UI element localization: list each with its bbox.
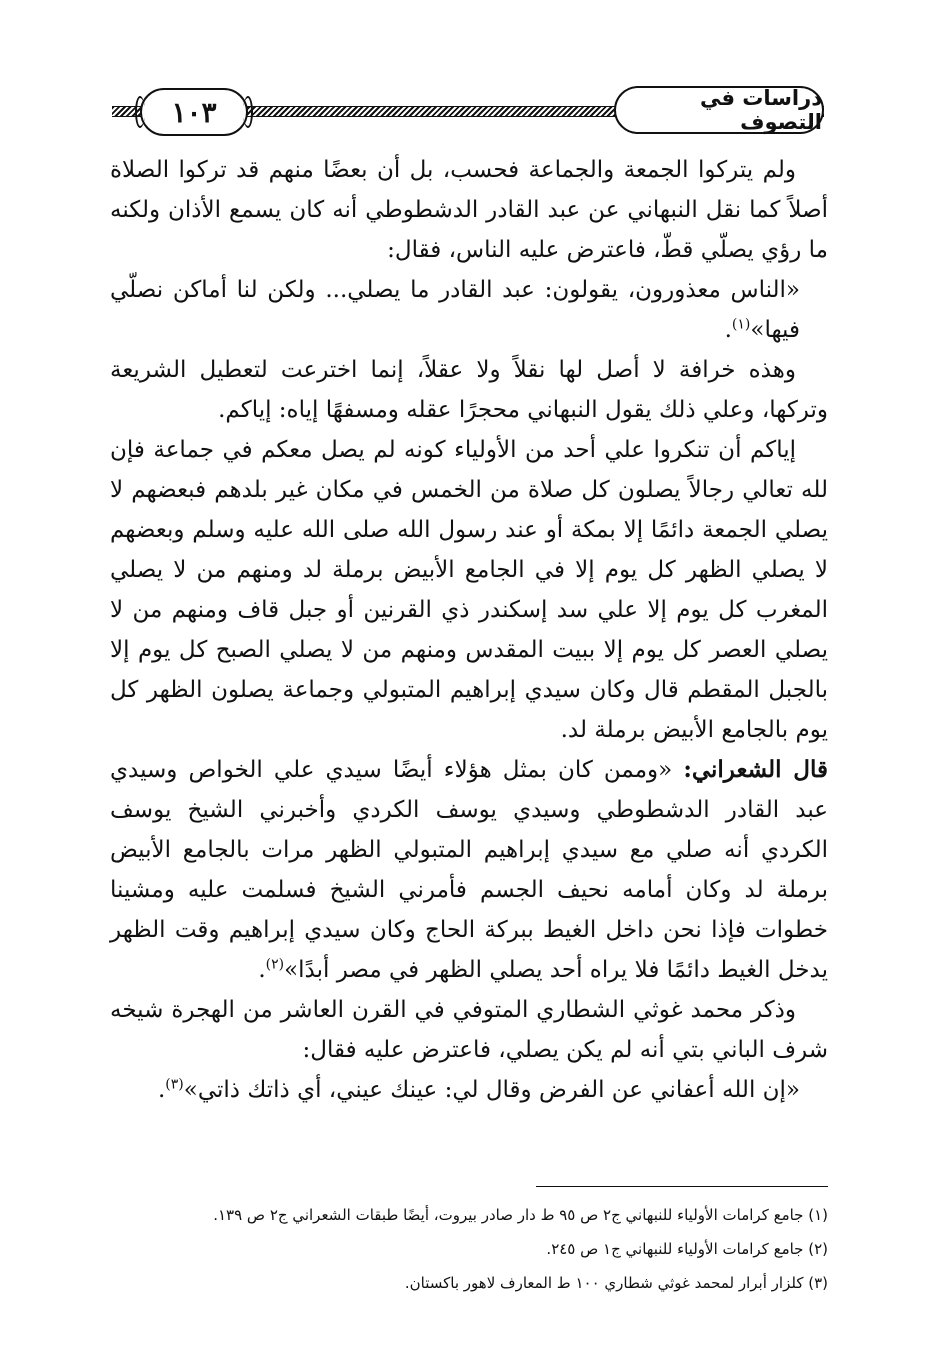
footnote-ref-3: (٣) — [165, 1076, 184, 1093]
paragraph-4: قال الشعراني: «وممن كان بمثل هؤلاء أيضًا سيدي علي الخواص وسيدي عبد القادر الدشطوطي وسيدي يوسف الكردي وأخبرني الشيخ يوسف الكردي أنه صلي مع سيدي إبراهيم المتبولي الظهر مرات بالجامع الأبيض برملة لد وكان أمامه نحيف الجسم فأمرني الشيخ فسلمت عليه ومشينا خطوات فإذا نحن داخل الغيط ببركة الحاج وكان سيدي إبراهيم وقت الظهر يدخل الغيط دائمًا فلا يراه أحد يصلي الظهر في مصر أبدًا»$^{(٢)}$. — [110, 756, 828, 983]
page-header — [112, 78, 824, 142]
paragraph-4-text: «وممن كان بمثل هؤلاء أيضًا سيدي علي الخواص وسيدي عبد القادر الدشطوطي وسيدي يوسف الكردي وأخبرني الشيخ يوسف الكردي أنه صلي مع سيدي إبراهيم المتبولي الظهر مرات بالجامع الأبيض برملة لد وكان أمامه نحيف الجسم فأمرني الشيخ فسلمت عليه ومشينا خطوات فإذا نحن داخل الغيط ببركة الحاج وكان سيدي إبراهيم وقت الظهر يدخل الغيط دائمًا فلا يراه أحد يصلي الظهر في مصر أبدًا» — [110, 757, 828, 983]
quote-1: «الناس معذورون، يقولون: عبد القادر ما يصلي... ولكن لنا أماكن نصلّي فيها»$^{(١)}$. — [110, 277, 801, 343]
paragraph-4-lead: قال الشعراني: — [683, 756, 828, 783]
main-text — [110, 150, 828, 1110]
footnote-1: (١) جامع كرامات الأولياء للنبهاني ج٢ ص ٩٥ ط دار صادر بيروت، أيضًا طبقات الشعراني ج٢ ص ١٣٩. — [213, 1206, 828, 1224]
quote-1-text: «الناس معذورون، يقولون: عبد القادر ما يصلي... ولكن لنا أماكن نصلّي فيها» — [110, 277, 801, 343]
quote-2-text: «إن الله أعفاني عن الفرض وقال لي: عينك عيني، أي ذاتك ذاتي» — [183, 1077, 800, 1103]
paragraph-1: ولم يتركوا الجمعة والجماعة فحسب، بل أن بعضًا منهم قد تركوا الصلاة أصلاً كما نقل النبهاني عن عبد القادر الدشطوطي أنه كان يسمع الأذان ولكنه ما رؤي يصلّي قطّ، فاعترض عليه الناس، فقال: — [110, 157, 828, 263]
quote-2: «إن الله أعفاني عن الفرض وقال لي: عينك عيني، أي ذاتك ذاتي»$^{(٣)}$. — [157, 1076, 800, 1103]
footnote-separator — [536, 1186, 828, 1187]
footnote-ref-2: (٢) — [265, 956, 285, 973]
footnote-2: (٢) جامع كرامات الأولياء للنبهاني ج١ ص ٢٤٥. — [546, 1240, 828, 1258]
paragraph-5: وذكر محمد غوثي الشطاري المتوفي في القرن العاشر من الهجرة شيخه شرف الباني بتي أنه لم يكن يصلي، فاعترض عليه فقال: — [110, 997, 828, 1063]
footnote-3: (٣) كلزار أبرار لمحمد غوثي شطاري ١٠٠ ط المعارف لاهور باكستان. — [404, 1274, 828, 1292]
paragraph-2: وهذه خرافة لا أصل لها نقلاً ولا عقلاً، إنما اخترعت لتعطيل الشريعة وتركها، وعلي ذلك يقول النبهاني محجرًا عقله ومسفهًا إياه: إياكم. — [110, 357, 828, 423]
running-title: دراسات في التصوف — [614, 86, 824, 134]
footnote-ref-1: (١) — [731, 316, 751, 333]
footnotes — [110, 1198, 828, 1300]
paragraph-3: إياكم أن تنكروا علي أحد من الأولياء كونه لم يصل معكم في جماعة فإن لله تعالي رجالاً يصلون كل صلاة من الخمس في مكان غير بلدهم فبعضهم لا يصلي الجمعة دائمًا إلا بمكة أو عند رسول الله صلى الله عليه وسلم وبعضهم لا يصلي الظهر كل يوم إلا في الجامع الأبيض برملة لد ومنهم من لا يصلي المغرب كل يوم إلا علي سد إسكندر ذي القرنين أو جبل قاف ومنهم من لا يصلي العصر كل يوم إلا ببيت المقدس ومنهم من لا يصلي الصبح كل يوم إلا بالجبل المقطم قال وكان سيدي إبراهيم المتبولي وجماعة يصلون الظهر كل يوم بالجامع الأبيض برملة لد. — [110, 437, 828, 743]
page-number: ١٠٣ — [140, 88, 248, 136]
